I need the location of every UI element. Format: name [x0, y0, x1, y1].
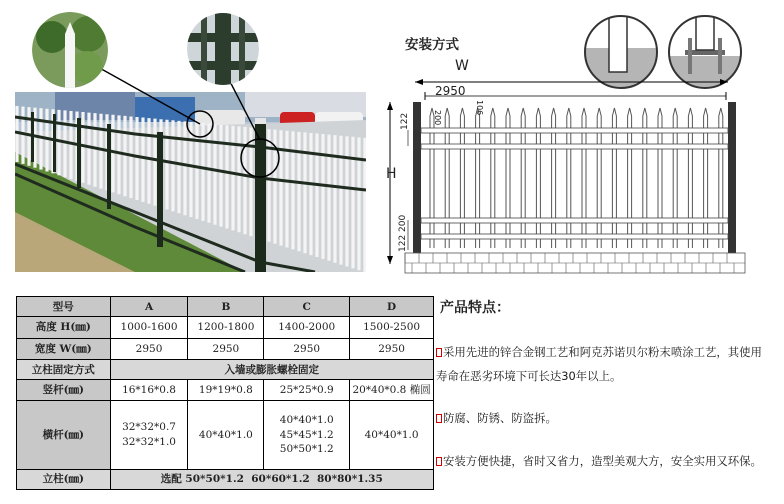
feature-text: 防腐、防锈、防盗拆。	[443, 411, 557, 425]
table-cell: 2950	[264, 338, 350, 359]
header-cell: D	[350, 297, 434, 317]
table-cell: 1500-2500	[350, 317, 434, 338]
feature-item-continued	[436, 368, 621, 384]
row-label: 横杆(㎜)	[17, 400, 111, 469]
spec-table	[16, 296, 434, 490]
feature-item	[436, 410, 557, 426]
table-cell: 2950	[110, 338, 188, 359]
row-label: 立柱固定方式	[17, 359, 111, 379]
spike-dimension: 106	[475, 100, 484, 116]
table-header-row	[17, 297, 434, 317]
table-cell: 40*40*1.0	[188, 400, 264, 469]
table-cell: 19*19*0.8	[188, 380, 264, 400]
table-cell: 2950	[188, 338, 264, 359]
left-lower-dimension: 122 200	[398, 214, 408, 252]
feature-item	[436, 344, 762, 360]
feature-text: 寿命在恶劣环境下可长达30年以上。	[436, 369, 622, 383]
table-cell: 16*16*0.8	[110, 380, 188, 400]
features-title: 产品特点：	[440, 300, 510, 316]
bullet-box-icon	[436, 348, 442, 357]
table-cell: 1000-1600	[110, 317, 188, 338]
feature-item	[436, 453, 762, 469]
table-row	[17, 359, 434, 379]
table-row	[17, 338, 434, 359]
header-cell: B	[188, 297, 264, 317]
table-cell: 40*40*1.0 45*45*1.2 50*50*1.2	[264, 400, 350, 469]
header-cell: C	[264, 297, 350, 317]
left-upper-dimension: 122	[400, 112, 410, 130]
feature-text: 采用先进的锌合金钢工艺和阿克苏诺贝尔粉末喷涂工艺，其使用	[443, 345, 762, 359]
bullet-box-icon	[436, 457, 442, 466]
height-label: H	[386, 166, 397, 182]
table-cell: 1200-1800	[188, 317, 264, 338]
table-row	[17, 380, 434, 400]
table-cell: 20*40*0.8 椭圆	[350, 380, 434, 400]
table-cell: 25*25*0.9	[264, 380, 350, 400]
width-dimension: 2950	[435, 84, 466, 98]
spike-detail-circle	[32, 12, 108, 88]
feature-text: 安装方便快捷，省时又省力，造型美观大方，安全实用又环保。	[443, 454, 762, 468]
table-row	[17, 400, 434, 469]
install-title: 安装方式	[405, 37, 459, 53]
row-label: 立柱(㎜)	[17, 469, 111, 489]
table-row	[17, 469, 434, 489]
joint-detail-circle	[187, 13, 259, 85]
table-cell: 2950	[350, 338, 434, 359]
table-cell-span: 入墙或膨胀螺栓固定	[110, 359, 433, 379]
table-cell-span: 选配 50*50*1.2 60*60*1.2 80*80*1.35	[110, 469, 433, 489]
table-cell: 1400-2000	[264, 317, 350, 338]
width-label: W	[455, 58, 469, 74]
spacing-dimension: 200	[433, 110, 442, 126]
header-cell: 型号	[17, 297, 111, 317]
table-cell: 32*32*0.7 32*32*1.0	[110, 400, 188, 469]
table-cell: 40*40*1.0	[350, 400, 434, 469]
row-label: 宽度 W(㎜)	[17, 338, 111, 359]
table-row	[17, 317, 434, 338]
row-label: 竖杆(㎜)	[17, 380, 111, 400]
header-cell: A	[110, 297, 188, 317]
row-label: 高度 H(㎜)	[17, 317, 111, 338]
bullet-box-icon	[436, 414, 442, 423]
